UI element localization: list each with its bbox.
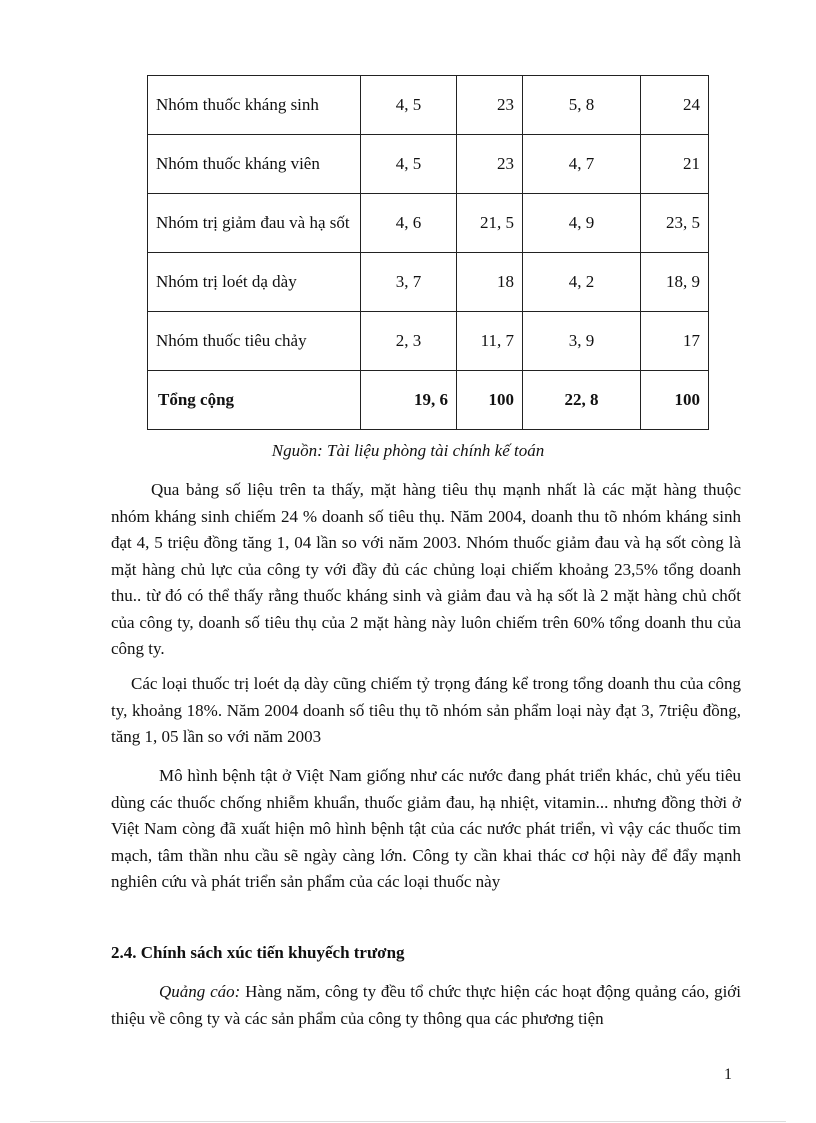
row-value: 21 (641, 135, 709, 194)
row-value: 2, 3 (361, 312, 457, 371)
row-value: 18, 9 (641, 253, 709, 312)
total-value: 19, 6 (361, 371, 457, 430)
row-value: 23 (457, 135, 523, 194)
total-value: 22, 8 (523, 371, 641, 430)
row-value: 4, 5 (361, 135, 457, 194)
table-total-row (148, 371, 709, 430)
total-value: 100 (457, 371, 523, 430)
row-name: Nhóm thuốc kháng sinh (148, 76, 361, 135)
total-value: 100 (641, 371, 709, 430)
row-value: 4, 6 (361, 194, 457, 253)
row-name: Nhóm trị giảm đau và hạ sốt (148, 194, 361, 253)
row-value: 4, 2 (523, 253, 641, 312)
row-value: 5, 8 (523, 76, 641, 135)
row-value: 4, 7 (523, 135, 641, 194)
row-value: 3, 7 (361, 253, 457, 312)
advertising-body: Hàng năm, công ty đều tổ chức thực hiện các hoạt động quảng cáo, giới thiệu về công ty và các sản phẩm của công ty thông qua các phương tiện (111, 982, 741, 1028)
page-number: 1 (724, 1066, 732, 1083)
paragraph-analysis: Qua bảng số liệu trên ta thấy, mặt hàng tiêu thụ mạnh nhất là các mặt hàng thuộc nhóm kháng sinh chiếm 24 % doanh số tiêu thụ. Năm 2004, doanh thu tõ nhóm kháng sinh đạt 4, 5 triệu đồng tăng 1, 04 lần so với năm 2003. Nhóm thuốc giảm đau và hạ sốt còng là mặt hàng chủ lực của công ty với đầy đủ các chủng loại chiếm khoảng 23,5% tổng doanh thu.. từ đó có thể thấy rằng thuốc kháng sinh và giảm đau và hạ sốt là 2 mặt hàng chủ chốt của công ty, doanh số tiêu thụ của 2 mặt hàng này luôn chiếm trên 60% tổng doanh thu của công ty. (111, 480, 741, 658)
table-row (148, 135, 709, 194)
table-source-caption: Nguồn: Tài liệu phòng tài chính kế toán (271, 441, 545, 460)
paragraph-advertising (111, 979, 741, 1032)
row-value: 23 (457, 76, 523, 135)
row-value: 23, 5 (641, 194, 709, 253)
row-value: 4, 5 (361, 76, 457, 135)
page-bottom-divider (30, 1121, 786, 1122)
row-value: 24 (641, 76, 709, 135)
row-name: Nhóm thuốc kháng viên (148, 135, 361, 194)
section-heading: 2.4. Chính sách xúc tiến khuyếch trương (111, 943, 405, 962)
row-name: Nhóm thuốc tiêu chảy (148, 312, 361, 371)
row-value: 3, 9 (523, 312, 641, 371)
total-label: Tổng cộng (148, 371, 361, 430)
row-name: Nhóm trị loét dạ dày (148, 253, 361, 312)
advertising-lead: Quảng cáo: (159, 982, 241, 1001)
row-value: 4, 9 (523, 194, 641, 253)
row-value: 17 (641, 312, 709, 371)
table-row (148, 253, 709, 312)
row-value: 21, 5 (457, 194, 523, 253)
row-value: 18 (457, 253, 523, 312)
table-row (148, 76, 709, 135)
table-row (148, 194, 709, 253)
row-value: 11, 7 (457, 312, 523, 371)
table-row (148, 312, 709, 371)
paragraph-disease-model: Mô hình bệnh tật ở Việt Nam giống như các nước đang phát triển khác, chủ yếu tiêu dùng các thuốc chống nhiễm khuẩn, thuốc giảm đau, hạ nhiệt, vitamin... nhưng đồng thời ở Việt Nam còng đã xuất hiện mô hình bệnh tật của các nước phát triển, vì vậy các thuốc tim mạch, tâm thần nhu cầu sẽ ngày càng lớn. Công ty cần khai thác cơ hội này để đẩy mạnh nghiên cứu và phát triển sản phẩm của các loại thuốc này (111, 766, 741, 891)
sales-table (147, 75, 709, 430)
paragraph-stomach-drugs: Các loại thuốc trị loét dạ dày cũng chiếm tỷ trọng đáng kể trong tổng doanh thu của công ty, khoảng 18%. Năm 2004 doanh số tiêu thụ tõ nhóm sản phẩm loại này đạt 3, 7triệu đồng, tăng 1, 05 lần so với năm 2003 (111, 674, 741, 746)
